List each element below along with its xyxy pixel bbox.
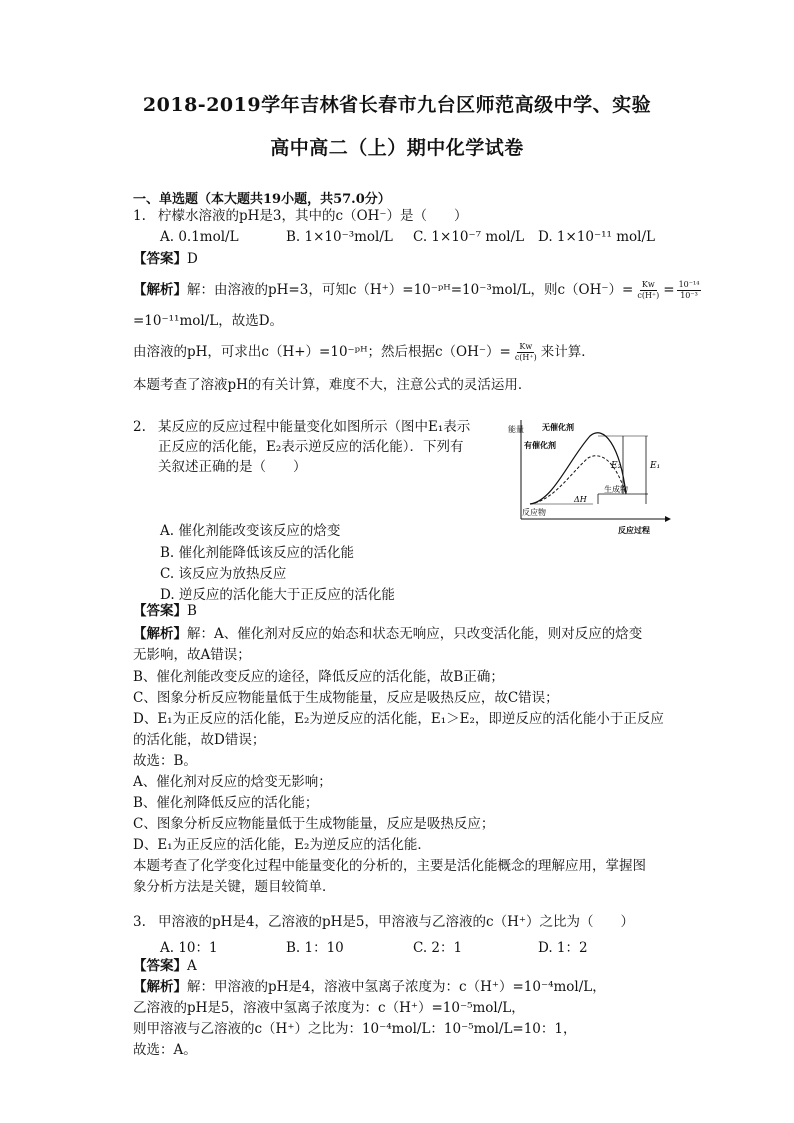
q2-explanation-line: 无影响，故A错误； bbox=[133, 647, 251, 663]
q2-explanation-line: 本题考查了化学变化过程中能量变化的分析的，主要是活化能概念的理解应用，掌握图 bbox=[133, 858, 646, 874]
product-label: 生成物 bbox=[604, 485, 628, 494]
q1-explanation-2: =10⁻¹¹mol/L，故选D。 bbox=[133, 313, 284, 329]
q1-kw-fraction bbox=[635, 280, 661, 301]
q2-number: 2. bbox=[133, 419, 146, 435]
q3-explanation-line bbox=[133, 978, 606, 996]
q1-exp1-text: 解：由溶液的pH=3，可知c（H⁺）=10⁻ᵖᴴ=10⁻³mol/L，则c（OH⁻）= bbox=[187, 282, 634, 298]
q1-answer-value: D bbox=[187, 251, 198, 267]
q2-explanation-line: D、E₁为正反应的活化能，E₂为逆反应的活化能，E₁＞E₂，即逆反应的活化能小于正反应 bbox=[133, 711, 664, 727]
q3-option-a: A. 10：1 bbox=[160, 940, 218, 956]
q1-exp3-denominator: c(H⁺) bbox=[514, 353, 537, 362]
diagram-y-label: 能量 bbox=[508, 425, 524, 434]
catalyst-label: 有催化剂 bbox=[524, 441, 556, 450]
q2-answer bbox=[133, 602, 197, 620]
q2-option-a: A. 催化剂能改变该反应的焓变 bbox=[160, 523, 341, 539]
x-axis-arrow-icon bbox=[665, 516, 671, 522]
q1-explanation-3 bbox=[133, 342, 595, 363]
e1-label: E₁ bbox=[650, 461, 661, 471]
q1-explanation-4: 本题考查了溶液pH的有关计算，难度不大，注意公式的灵活运用． bbox=[133, 377, 532, 393]
q1-option-d: D. 1×10⁻¹¹ mol/L bbox=[538, 229, 656, 245]
q1-frac2-numerator: 10⁻¹⁴ bbox=[678, 280, 700, 289]
q1-explanation-1 bbox=[133, 280, 703, 301]
q1-equals: = bbox=[663, 282, 675, 298]
q1-exp3-text-a: 由溶液的pH，可求出c（H+）=10⁻ᵖᴴ；然后根据c（OH⁻）= bbox=[133, 344, 511, 360]
q1-stem bbox=[133, 207, 468, 225]
energy-diagram bbox=[508, 416, 673, 540]
q2-explanation-line bbox=[133, 625, 642, 643]
q1-exp3-fraction bbox=[513, 342, 539, 363]
q1-option-b: B. 1×10⁻³mol/L bbox=[286, 229, 393, 245]
q2-explanation-line: C、图象分析反应物能量低于生成物能量，反应是吸热反应，故C错误； bbox=[133, 690, 559, 706]
q2-explanation-line: A、催化剂对反应的焓变无影响； bbox=[133, 774, 332, 790]
q2-explanation-line: B、催化剂降低反应的活化能； bbox=[133, 795, 319, 811]
q2-explanation-text: 解：A、催化剂对反应的始态和状态无响应，只改变活化能，则对反应的焓变 bbox=[187, 626, 643, 642]
q2-option-c: C. 该反应为放热反应 bbox=[160, 566, 287, 582]
q2-explanation-line: D、E₁为正反应的活化能，E₂为逆反应的活化能． bbox=[133, 837, 431, 853]
q1-frac1-denominator: c(H⁺) bbox=[637, 291, 660, 300]
q2-explanation-line: 的活化能，故D错误； bbox=[133, 732, 266, 748]
q3-explanation-text: 解：甲溶液的pH是4，溶液中氢离子浓度为：c（H⁺）=10⁻⁴mol/L， bbox=[187, 979, 606, 995]
e2-label: E₂ bbox=[611, 461, 622, 471]
q3-stem bbox=[133, 913, 634, 931]
q3-answer bbox=[133, 957, 197, 975]
q3-explanation-line: 故选：A。 bbox=[133, 1042, 197, 1058]
q2-option-b: B. 催化剂能降低该反应的活化能 bbox=[160, 545, 355, 561]
dh-label: ΔH bbox=[574, 495, 587, 504]
answer-tag: 【答案】 bbox=[133, 603, 187, 619]
q2-stem-text-1: 某反应的反应过程中能量变化如图所示（图中E₁表示 bbox=[158, 419, 471, 435]
q1-stem-text: 柠檬水溶液的pH是3，其中的c（OH⁻）是（ ） bbox=[158, 208, 468, 224]
page-title-line-1: 2018-2019学年吉林省长春市九台区师范高级中学、实验 bbox=[142, 94, 652, 116]
q3-explanation-line: 乙溶液的pH是5，溶液中氢离子浓度为：c（H⁺）=10⁻⁵mol/L， bbox=[133, 1000, 525, 1016]
no-catalyst-label: 无催化剂 bbox=[542, 423, 574, 432]
analysis-tag: 【解析】 bbox=[133, 979, 187, 995]
answer-tag: 【答案】 bbox=[133, 251, 187, 267]
q1-exp3-text-b: 来计算． bbox=[540, 344, 595, 360]
analysis-tag: 【解析】 bbox=[133, 282, 187, 298]
q1-exp3-numerator: Kw bbox=[519, 342, 533, 351]
q2-explanation-line: C、图象分析反应物能量低于生成物能量，反应是吸热反应； bbox=[133, 816, 495, 832]
q2-option-d: D. 逆反应的活化能大于正反应的活化能 bbox=[160, 587, 395, 603]
q1-value-fraction bbox=[677, 280, 702, 301]
answer-tag: 【答案】 bbox=[133, 958, 187, 974]
q2-explanation-line: 象分析方法是关键，题目较简单． bbox=[133, 879, 336, 895]
q3-answer-value: A bbox=[187, 958, 197, 974]
q1-frac1-numerator: Kw bbox=[641, 280, 655, 289]
q3-option-d: D. 1：2 bbox=[538, 940, 588, 956]
q1-number: 1. bbox=[133, 208, 146, 224]
q3-option-b: B. 1：10 bbox=[286, 940, 344, 956]
q1-option-a: A. 0.1mol/L bbox=[160, 229, 239, 245]
q2-explanation-line: B、催化剂能改变反应的途径，降低反应的活化能，故B正确； bbox=[133, 669, 504, 685]
q3-explanation-line: 则甲溶液与乙溶液的c（H⁺）之比为：10⁻⁴mol/L：10⁻⁵mol/L=10：1， bbox=[133, 1021, 577, 1037]
q2-explanation-line: 故选：B。 bbox=[133, 753, 197, 769]
diagram-x-label: 反应过程 bbox=[618, 526, 650, 535]
reactant-label: 反应物 bbox=[522, 508, 546, 517]
analysis-tag: 【解析】 bbox=[133, 626, 187, 642]
q1-answer bbox=[133, 250, 198, 268]
q2-stem-1 bbox=[133, 418, 470, 436]
q3-number: 3. bbox=[133, 914, 146, 930]
q3-option-c: C. 2：1 bbox=[413, 940, 463, 956]
q1-option-c: C. 1×10⁻⁷ mol/L bbox=[413, 229, 525, 245]
q2-answer-value: B bbox=[187, 603, 197, 619]
q2-stem-3: 关叙述正确的是（ ） bbox=[158, 459, 307, 475]
section-heading: 一、单选题（本大题共19小题，共57.0分） bbox=[133, 192, 391, 207]
page-title-line-2: 高中高二（上）期中化学试卷 bbox=[270, 137, 524, 159]
q2-stem-2: 正反应的活化能，E₂表示逆反应的活化能）．下列有 bbox=[158, 439, 464, 455]
q1-frac2-denominator: 10⁻³ bbox=[680, 291, 698, 300]
q3-stem-text: 甲溶液的pH是4，乙溶液的pH是5，甲溶液与乙溶液的c（H⁺）之比为（ ） bbox=[158, 914, 634, 930]
